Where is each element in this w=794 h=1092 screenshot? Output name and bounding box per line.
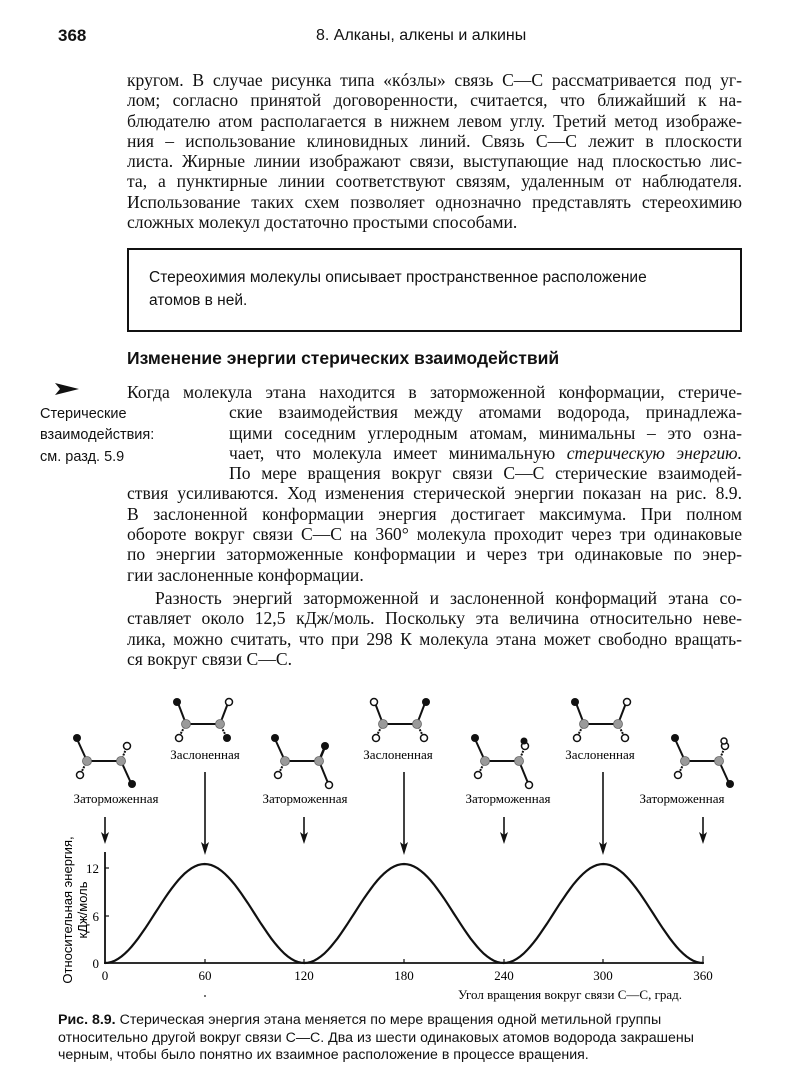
figure-label: Рис. 8.9.	[58, 1012, 116, 1028]
staggered-conformer-360	[640, 734, 734, 806]
y-axis-title-line1: Относительная энергия,	[60, 836, 75, 984]
eclipsed-conformer-60	[170, 698, 239, 762]
staggered-conformer-0	[73, 734, 158, 806]
x-tick-label: 120	[294, 968, 314, 983]
text-line: По мере вращения вокруг связи С—С стерические взаимодей-	[229, 463, 742, 484]
conformer-label: Заторможенная	[262, 791, 348, 806]
callout-line: атомов в ней.	[149, 292, 248, 309]
energy-difference-paragraph	[127, 588, 742, 669]
y-tick-label: 6	[92, 909, 99, 924]
text-line: Разность энергий заторможенной и заслоненной конформаций этана со-	[155, 588, 742, 608]
conformer-arrows	[101, 772, 707, 855]
x-tick-label: 60	[198, 968, 212, 983]
staggered-conformer-240	[466, 734, 551, 806]
staggered-conformer-120	[263, 734, 348, 806]
callout-line: Стереохимия молекулы описывает пространственное расположение	[149, 269, 647, 286]
energy-curve	[105, 864, 703, 963]
text-line: сложных молекул достаточно простыми способами.	[127, 212, 518, 233]
eclipsed-conformer-180	[363, 698, 432, 762]
margin-note-line: см. разд. 5.9	[40, 448, 125, 465]
running-head	[0, 26, 794, 48]
conformer-label: Заторможенная	[465, 791, 551, 806]
text-line: кругом. В случае рисунка типа «кóзлы» связь С—С рассматривается под уг-	[127, 70, 742, 90]
text-line: ставляет около 12,5 кДж/моль. Поскольку эта величина относительно неве-	[127, 608, 742, 629]
right-arrow-icon	[55, 383, 79, 395]
x-tick-label: 360	[693, 968, 713, 983]
text-line: щими соседним углеродным атомам, минимальны – это озна-	[229, 422, 742, 443]
caption-text: Стерическая энергия этана меняется по мере вращения одной метильной группы относительно другой вокруг связи С—С. Два из шести одинаковых атомов водорода закрашены черным, чтобы было понятно их взаимное расположение в процессе вращения.	[58, 1012, 694, 1063]
x-tick-labels	[102, 968, 713, 983]
chart-axes	[104, 852, 704, 964]
conformer-label: Заторможенная	[73, 791, 159, 806]
x-tick-label: 0	[101, 968, 109, 983]
text-line: блюдателю атом располагается в нижнем левом углу. Третий метод изображе-	[127, 110, 742, 131]
page-number: 368	[58, 26, 87, 45]
intro-paragraph	[127, 70, 742, 232]
chapter-title: 8. Алканы, алкены и алкины	[316, 27, 527, 44]
text-line: лика, можно считать, что при 298 К молекула этана может свободно вращать-	[127, 628, 742, 649]
eclipsed-conformer-300	[565, 698, 634, 762]
definition-callout-box	[127, 248, 742, 332]
text-line: Использование таких схем позволяет однозначно представлять стереохимию	[127, 191, 742, 212]
text-line: листа. Жирные линии изображают связи, выступающие над плоскостью лис-	[127, 151, 742, 172]
y-tick-label: 0	[92, 956, 99, 971]
text-line: Когда молекула этана находится в заторможенной конформации, стериче-	[127, 382, 742, 402]
text-line	[229, 443, 742, 463]
text-line: ские взаимодействия между атомами водорода, принадлежа-	[229, 402, 742, 423]
x-axis-title: Угол вращения вокруг связи С—С, град.	[457, 987, 683, 1002]
figure-ethane-energy	[40, 680, 794, 1010]
text-line: В заслоненной конформации энергия достигает максимума. При полном	[127, 503, 742, 524]
conformer-label: Заслоненная	[565, 747, 635, 762]
conformer-label: Заторможенная	[639, 791, 725, 806]
text-line: та, а пунктирные линии соответствуют связям, удаленным от наблюдателя.	[127, 171, 742, 192]
margin-note-line: Стерические	[40, 406, 127, 422]
text-line: ния – использование клиновидных линий. Связь С—С лежит в плоскости	[127, 130, 742, 151]
y-axis-title	[60, 836, 90, 983]
text-line: обороте вокруг связи С—С на 360° молекула проходит через три одинаковые	[127, 524, 742, 545]
text-fragment: чает, что молекула имеет минимальную	[229, 442, 567, 463]
steric-energy-paragraph	[127, 382, 742, 585]
figure-caption	[58, 1012, 742, 1065]
conformer-label: Заслоненная	[363, 747, 433, 762]
conformer-label: Заслоненная	[170, 747, 240, 762]
x-tick-label: 180	[394, 968, 414, 983]
emphasis-term: стерическую энергию.	[566, 442, 742, 463]
y-tick-label: 12	[86, 861, 99, 876]
section-heading: Изменение энергии стерических взаимодействий	[127, 348, 560, 368]
text-line: ствия усиливаются. Ход изменения стерической энергии показан на рис. 8.9.	[127, 483, 742, 504]
margin-note-line: взаимодействия:	[40, 427, 155, 444]
text-line: по энергии заторможенные конформации и через три одинаковые по энер-	[127, 544, 742, 565]
text-line: гии заслоненные конформации.	[127, 564, 364, 585]
y-axis-title-line2: кДж/моль	[75, 881, 90, 939]
x-tick-label: 240	[494, 968, 514, 983]
x-tick-label: 300	[593, 968, 613, 983]
callout-text	[149, 266, 647, 312]
text-line: ся вокруг связи С—С.	[127, 648, 293, 669]
text-line: лом; согласно принятой договоренности, считается, что ближайший к на-	[127, 90, 742, 111]
